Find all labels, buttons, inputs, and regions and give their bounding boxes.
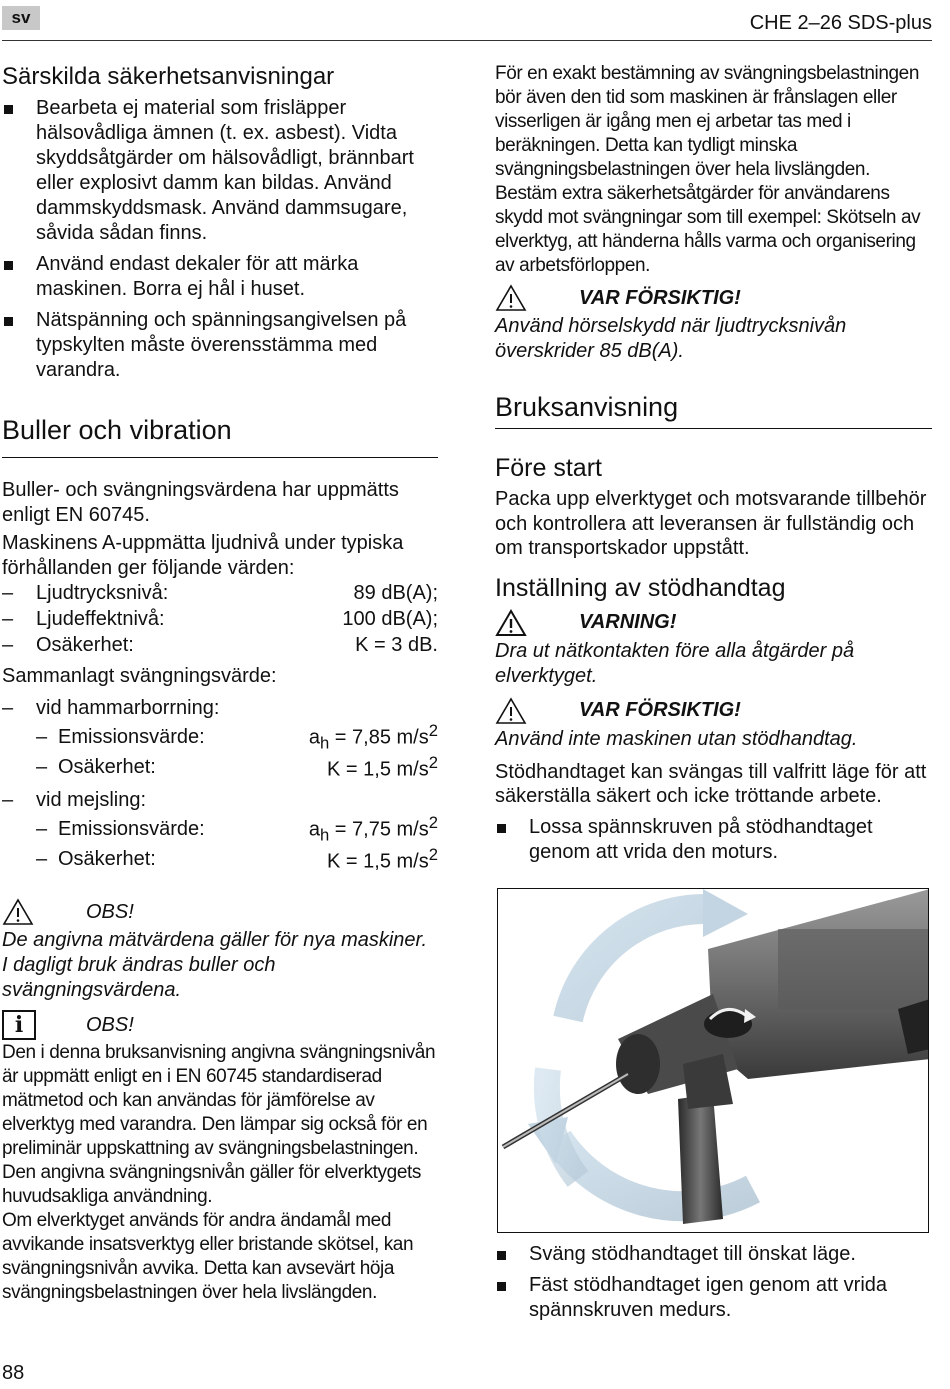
obs-note [2, 896, 438, 928]
value-amount: 89 dB(A); [353, 581, 438, 604]
warning-text: Dra ut nätkontakten före alla åtgärder på elverktyget. [495, 639, 855, 687]
bullet-square-icon [497, 1282, 506, 1291]
value-row [2, 606, 438, 632]
warning-label: VARNING! [579, 611, 677, 633]
list-item-text: Fäst stödhandtaget igen genom att vrida spännskruven medurs. [529, 1274, 888, 1321]
document-title: CHE 2–26 SDS-plus [749, 12, 932, 34]
list-item [2, 96, 438, 246]
language-tag: sv [2, 6, 40, 30]
list-item-text: Lossa spännskruven på stödhandtaget genom att vrida den moturs. [529, 815, 873, 863]
safety-list [2, 96, 438, 383]
noise-values [2, 580, 438, 874]
caution-label: VAR FÖRSIKTIG! [579, 699, 741, 721]
safety-heading: Särskilda säkerhetsanvisningar [2, 63, 335, 90]
value-amount: K = 1,5 $m/s^2$ [327, 752, 438, 781]
list-item [495, 1242, 932, 1267]
right-column [495, 62, 932, 871]
warning-triangle-icon [2, 898, 34, 926]
obs-label: OBS! [86, 900, 134, 923]
value-amount: K = 1,5 $m/s^2$ [327, 844, 438, 873]
vibration-intro: För en exakt bestämning av svängningsbelastningen bör även den tid som maskinen är frånslagen eller visserligen är igång men ej arbetar tas med i beräkningen. Detta kan tydligt minska svängningsbelastningen över hela livslängden. Bestäm extra säkerhetsåtgärder för användarens skydd mot svängningar som till exempel: Skötseln av elverktyg, att händerna hålls varma och organisering av arbetsförloppen. [495, 63, 921, 276]
value-label: – Osäkerhet: [36, 755, 156, 778]
bullet-square-icon [4, 317, 13, 326]
list-item-text: Nätspänning och spänningsangivelsen på typskylten måste överensstämma med varandra. [36, 309, 407, 381]
caution-note [495, 695, 932, 727]
info-note [2, 1009, 438, 1041]
hammer-emission-row [2, 722, 438, 752]
value-amount: $a_h = 7,75$ $m/s^2$ [308, 812, 438, 845]
before-start-text: Packa upp elverktyget och motsvarande tillbehör och kontrollera att leveransen är fullständig och om transportskador uppstått. [495, 488, 927, 559]
list-item-text: Använd endast dekaler för att märka maskinen. Borra ej hål i huset. [36, 253, 359, 300]
list-item-text: Sväng stödhandtaget till önskat läge. [529, 1243, 856, 1265]
hammer-label: – vid hammarborrning: [2, 696, 220, 719]
list-item [2, 308, 438, 383]
list-item [2, 252, 438, 302]
caution-note [495, 282, 932, 314]
noise-intro-1: Buller- och svängningsvärdena har uppmätts enligt EN 60745. [2, 479, 399, 526]
chisel-uncertainty-row [2, 844, 438, 874]
caution-label: VAR FÖRSIKTIG! [579, 286, 741, 309]
warning-triangle-icon [495, 284, 527, 312]
value-label: – Emissionsvärde: [36, 817, 205, 840]
list-item [495, 1273, 932, 1323]
value-label: – Osäkerhet: [36, 847, 156, 870]
handle-text: Stödhandtaget kan svängas till valfritt läge för att säkerställa säkert och icke tröttande arbete. [495, 760, 927, 807]
vibration-heading: Sammanlagt svängningsvärde: [2, 664, 277, 687]
value-label: – Emissionsvärde: [36, 725, 205, 748]
manual-heading: Bruksanvisning [495, 390, 932, 429]
value-row [2, 632, 438, 658]
left-column [2, 62, 438, 1305]
obs-label: OBS! [86, 1013, 134, 1036]
rotary-hammer-illustration [498, 889, 929, 1233]
header-rule [2, 40, 932, 41]
warning-note [495, 607, 932, 639]
chisel-emission-row [2, 814, 438, 844]
noise-heading: Buller och vibration [2, 413, 438, 458]
info-text: Den i denna bruksanvisning angivna svängningsnivån är uppmätt enligt en i EN 60745 standardiserad mätmetod och kan användas för jämförelse av elverktyg med varandra. Den lämpar sig också för en preliminär uppskattning av svängningsbelastningen. Den angivna svängningsnivån gäller för elverktygets huvudsakliga användning. [2, 1042, 436, 1207]
noise-intro-2: Maskinens A-uppmätta ljudnivå under typiska förhållanden ger följande värden: [2, 532, 404, 579]
value-label: – Ljudeffektnivå: [2, 607, 165, 630]
chisel-label: – vid mejsling: [2, 788, 147, 811]
info-text-2: Om elverktyget används för andra ändamål med avvikande insatsverktyg eller bristande skötsel, kan svängningsnivån avvika. Detta kan avsevärt höja svängningsbelastningen över hela livslängden. [2, 1210, 414, 1303]
obs-text: De angivna mätvärdena gäller för nya maskiner. I dagligt bruk ändras buller och svängningsvärdena. [2, 929, 428, 1001]
list-item-text: Bearbeta ej material som frisläpper hälsovådliga ämnen (t. ex. asbest). Vidta skyddsåtgärder om hälsovådligt, brännbart eller explosivt damm kan bildas. Använd dammskyddsmask. Använd dammsugare, såvida sådan finns. [36, 97, 414, 244]
drill-handle-figure [497, 888, 929, 1233]
value-amount: 100 dB(A); [342, 607, 438, 630]
caution-text: Använd inte maskinen utan stödhandtag. [495, 727, 858, 750]
value-amount: $a_h = 7,85$ $m/s^2$ [308, 720, 438, 753]
value-label: – Ljudtrycksnivå: [2, 581, 169, 604]
info-icon: i [2, 1010, 36, 1040]
page-number: 88 [2, 1362, 25, 1384]
hammer-uncertainty-row [2, 752, 438, 782]
warning-triangle-icon [495, 697, 527, 725]
handle-steps-1 [495, 815, 932, 865]
bullet-square-icon [497, 824, 506, 833]
value-row [2, 580, 438, 606]
bullet-square-icon [4, 105, 13, 114]
value-amount: K = 3 dB. [355, 633, 438, 656]
bullet-square-icon [497, 1251, 506, 1260]
caution-text: Använd hörselskydd när ljudtrycksnivån överskrider 85 dB(A). [495, 315, 847, 362]
warning-triangle-icon [495, 609, 527, 637]
before-start-heading: Före start [495, 454, 602, 482]
handle-steps-2 [495, 1242, 932, 1329]
handle-heading: Inställning av stödhandtag [495, 573, 786, 602]
list-item [495, 815, 932, 865]
value-label: – Osäkerhet: [2, 633, 134, 656]
bullet-square-icon [4, 261, 13, 270]
